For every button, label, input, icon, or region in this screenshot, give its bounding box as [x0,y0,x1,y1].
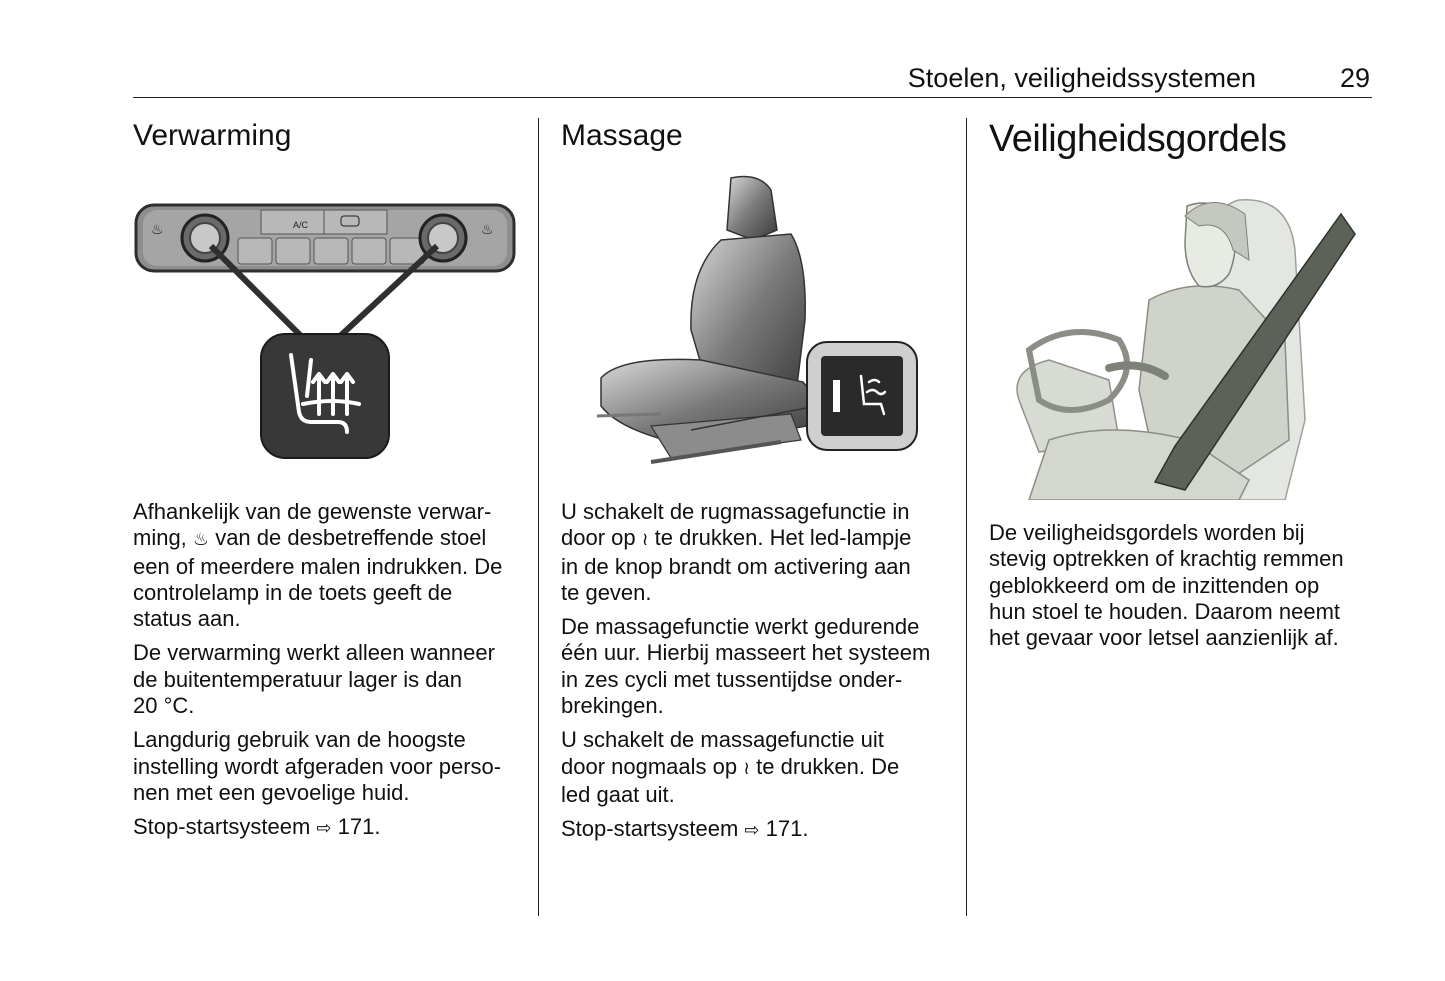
reference-link[interactable]: Stop-startsysteem ⇨ 171. [561,816,809,842]
column-verwarming [133,118,523,840]
text-line: de buitentemperatuur lager is dan [133,666,462,692]
text-line: te geven. [561,579,652,605]
seatbelt-figure [989,190,1373,500]
section-title: Stoelen, veiligheidssystemen [907,63,1256,93]
heading-veiligheidsgordels: Veiligheidsgordels [989,118,1287,160]
text-line: hun stoel te houden. Daarom neemt [989,598,1341,624]
reference-arrow-icon: ⇨ [316,818,332,840]
massage-icon: ≀ [641,529,649,551]
text-line: te drukken. Het led-lampje [654,525,912,551]
text-line: U schakelt de rugmassagefunctie in [561,499,910,524]
text-line: De massagefunctie werkt gedurende [561,614,920,640]
svg-text:♨: ♨ [481,221,494,237]
text-line: brekingen. [561,693,664,719]
text-line: U schakelt de massagefunctie uit [561,727,884,753]
heading-verwarming: Verwarming [133,119,292,152]
svg-text:♨: ♨ [151,221,164,237]
seat-figure [581,170,941,482]
text-line: controlelamp in de toets geeft de [133,579,453,605]
svg-text:A/C: A/C [293,220,309,230]
column-veiligheidsgordels [989,118,1379,651]
column-massage [561,118,951,842]
text-line: één uur. Hierbij masseert het systeem [561,640,931,666]
text-line: in de knop brandt om activering aan [561,553,911,579]
text-line: De veiligheidsgordels worden bij [989,520,1305,545]
column-divider-2 [966,118,967,916]
text-line: Langdurig gebruik van de hoogste [133,727,466,753]
massage-icon: ≀ [743,757,750,779]
page-number: 29 [1339,63,1370,93]
reference-arrow-icon: ⇨ [744,820,760,842]
text-line: instelling wordt afgeraden voor perso- [133,753,502,779]
seat-heating-icon: ♨ [192,529,210,551]
text-line: geblokkeerd om de inzittenden op [989,572,1320,598]
text-line: stevig optrekken of krachtig remmen [989,546,1344,572]
reference-link[interactable]: Stop-startsysteem ⇨ 171. [133,814,381,840]
heading-massage: Massage [561,119,683,152]
text-line: door op [561,525,636,551]
text-line: van de desbetreffende stoel [215,525,487,551]
text-line: led gaat uit. [561,781,675,807]
page-header [133,60,1372,98]
text-line: status aan. [133,606,241,632]
text-line: een of meerdere malen indrukken. De [133,553,503,579]
text-line: door nogmaals op [561,753,738,779]
climate-panel-figure [133,200,518,460]
text-line: 20 °C. [133,693,195,719]
text-line: ming, [133,525,187,551]
text-line: De verwarming werkt alleen wanneer [133,640,495,666]
text-line: in zes cycli met tussentijdse onder- [561,666,903,692]
text-line: te drukken. De [756,753,900,779]
text-line: het gevaar voor letsel aanzienlijk af. [989,625,1339,651]
text-line: Afhankelijk van de gewenste verwar- [133,499,492,524]
text-line: nen met een gevoelige huid. [133,779,410,805]
column-divider-1 [538,118,539,916]
